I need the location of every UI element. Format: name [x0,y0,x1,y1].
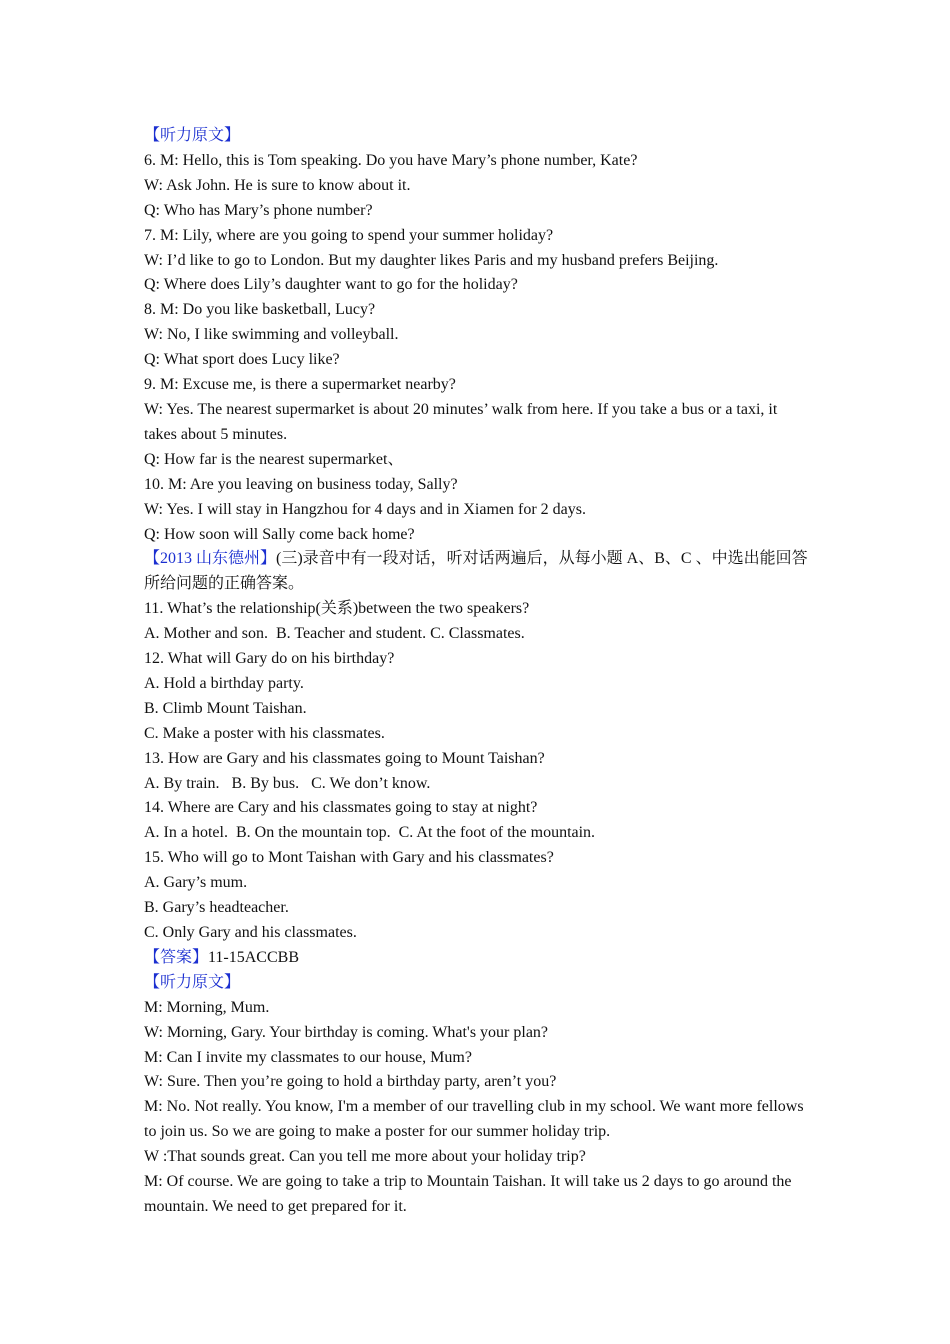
transcript-line: 8. M: Do you like basketball, Lucy? [144,301,376,319]
question-line: B. Climb Mount Taishan. [144,699,307,717]
exercise-instruction [144,547,808,597]
answer-label: 【答案】 [144,948,209,966]
question-line: B. Gary’s headteacher. [144,899,289,917]
transcript-line: Q: How soon will Sally come back home? [144,525,415,543]
transcript-line: Q: Where does Lily’s daughter want to go for the holiday? [144,276,518,294]
question-line: 15. Who will go to Mont Taishan with Gary and his classmates? [144,849,554,867]
transcript-line: Q: How far is the nearest supermarket、 [144,450,404,468]
transcript-line: 10. M: Are you leaving on business today, Sally? [144,475,458,493]
transcript-line: W: Ask John. He is sure to know about it. [144,176,411,194]
question-line: A. In a hotel. B. On the mountain top. C. At the foot of the mountain. [144,824,596,842]
transcript-line: 7. M: Lily, where are you going to spend your summer holiday? [144,226,554,244]
transcript-line: W: I’d like to go to London. But my daughter likes Paris and my husband prefers Beijing. [144,251,719,269]
exercise-source-label: 【2013 山东德州】 [144,550,277,568]
transcript-line: Q: What sport does Lucy like? [144,351,340,369]
answer-value: 11-15ACCBB [208,948,299,966]
transcript-line: M: No. Not really. You know, I'm a member of our travelling club in my school. We want more fellows to join us. So we are going to make a poster for our summer holiday trip. [144,1098,808,1141]
transcript-line: 9. M: Excuse me, is there a supermarket nearby? [144,376,456,394]
section-heading-transcript: 【听力原文】 [144,127,241,144]
question-line: A. Hold a birthday party. [144,674,304,692]
question-line: 12. What will Gary do on his birthday? [144,650,395,668]
transcript-line: W: Yes. I will stay in Hangzhou for 4 days and in Xiamen for 2 days. [144,500,586,518]
transcript-line: Q: Who has Mary’s phone number? [144,201,373,219]
question-line: 11. What’s the relationship(关系)between the two speakers? [144,600,530,618]
transcript-line: W: Sure. Then you’re going to hold a birthday party, aren’t you? [144,1073,557,1091]
transcript-line: W: Morning, Gary. Your birthday is coming. What's your plan? [144,1023,549,1041]
question-line: C. Make a poster with his classmates. [144,724,385,742]
transcript-line: 6. M: Hello, this is Tom speaking. Do you have Mary’s phone number, Kate? [144,151,638,169]
transcript-line: M: Of course. We are going to take a trip to Mountain Taishan. It will take us 2 days to go around the mountain. We need to get prepared for it. [144,1173,796,1215]
exercise-instruction-text: (三)录音中有一段对话，听对话两遍后，从每小题 A、B、C 、中选出能回答所给问题的正确答案。 [144,550,808,593]
question-line: 13. How are Gary and his classmates going to Mount Taishan? [144,749,545,767]
transcript-line: W: No, I like swimming and volleyball. [144,326,399,344]
question-line: A. Gary’s mum. [144,874,248,892]
transcript-line: M: Morning, Mum. [144,998,270,1016]
question-line: A. Mother and son. B. Teacher and student. C. Classmates. [144,625,525,643]
transcript-line: W :That sounds great. Can you tell me more about your holiday trip? [144,1148,586,1166]
question-line: 14. Where are Cary and his classmates going to stay at night? [144,799,538,817]
answer-line [144,946,808,971]
question-line: C. Only Gary and his classmates. [144,924,357,941]
section-heading-transcript-2: 【听力原文】 [144,973,241,991]
transcript-line: W: Yes. The nearest supermarket is about 20 minutes’ walk from here. If you take a bus or a taxi, it takes about 5 minutes. [144,400,782,443]
question-line: A. By train. B. By bus. C. We don’t know. [144,774,431,792]
transcript-line: M: Can I invite my classmates to our house, Mum? [144,1048,472,1066]
